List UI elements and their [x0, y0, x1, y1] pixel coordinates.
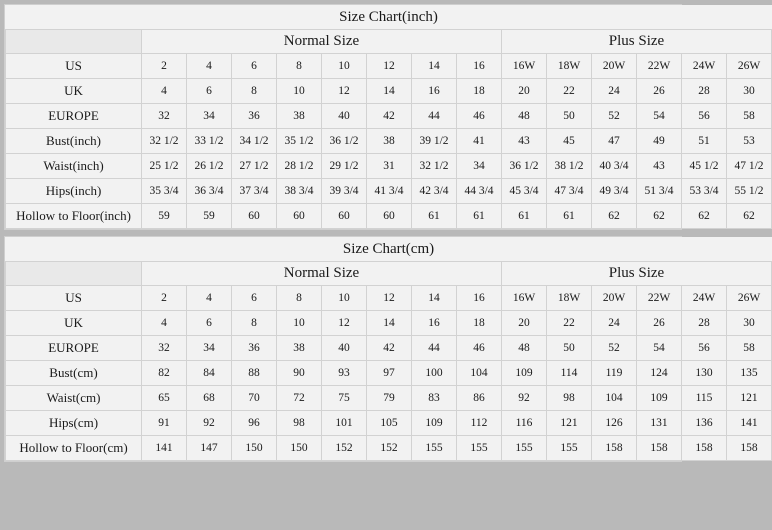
- cell: 62: [682, 204, 727, 229]
- cell: 56: [682, 336, 727, 361]
- cell: 47 1/2: [727, 154, 772, 179]
- cell: 10: [322, 54, 367, 79]
- cell: 59: [187, 204, 232, 229]
- cell: 83: [412, 386, 457, 411]
- cell: 49: [637, 129, 682, 154]
- row-label: US: [6, 54, 142, 79]
- cell: 22: [547, 79, 592, 104]
- cell: 24W: [682, 286, 727, 311]
- cell: 44: [412, 336, 457, 361]
- cell: 158: [727, 436, 772, 461]
- cell: 16W: [502, 286, 547, 311]
- cell: 22W: [637, 286, 682, 311]
- cell: 38 1/2: [547, 154, 592, 179]
- cell: 36 1/2: [322, 129, 367, 154]
- cell: 34: [187, 336, 232, 361]
- cell: 2: [142, 286, 187, 311]
- cell: 22W: [637, 54, 682, 79]
- cell: 96: [232, 411, 277, 436]
- table-row: [6, 386, 772, 411]
- cell: 104: [457, 361, 502, 386]
- cell: 24: [592, 79, 637, 104]
- cell: 62: [637, 204, 682, 229]
- cell: 130: [682, 361, 727, 386]
- table-row: [6, 154, 772, 179]
- cell: 109: [502, 361, 547, 386]
- cell: 16: [457, 54, 502, 79]
- cell: 8: [232, 79, 277, 104]
- cell: 45: [547, 129, 592, 154]
- cell: 115: [682, 386, 727, 411]
- cell: 12: [367, 54, 412, 79]
- cell: 25 1/2: [142, 154, 187, 179]
- row-label: EUROPE: [6, 104, 142, 129]
- cell: 4: [187, 286, 232, 311]
- cell: 18: [457, 311, 502, 336]
- cell: 32 1/2: [412, 154, 457, 179]
- cell: 36 3/4: [187, 179, 232, 204]
- size-chart-cm-table: [5, 237, 772, 461]
- cell: 68: [187, 386, 232, 411]
- cell: 27 1/2: [232, 154, 277, 179]
- cell: 26 1/2: [187, 154, 232, 179]
- cell: 109: [637, 386, 682, 411]
- cell: 47 3/4: [547, 179, 592, 204]
- cell: 43: [637, 154, 682, 179]
- cell: 46: [457, 336, 502, 361]
- cell: 16: [412, 79, 457, 104]
- cell: 121: [547, 411, 592, 436]
- cell: 72: [277, 386, 322, 411]
- cell: 38 3/4: [277, 179, 322, 204]
- page-title: Size Chart(cm): [6, 237, 772, 262]
- table-row: [6, 204, 772, 229]
- cell: 20: [502, 311, 547, 336]
- cell: 32: [142, 336, 187, 361]
- cell: 20W: [592, 286, 637, 311]
- cell: 62: [592, 204, 637, 229]
- cell: 100: [412, 361, 457, 386]
- cell: 4: [187, 54, 232, 79]
- cell: 92: [502, 386, 547, 411]
- row-label: Waist(cm): [6, 386, 142, 411]
- cell: 36: [232, 336, 277, 361]
- table-row: [6, 286, 772, 311]
- cell: 150: [232, 436, 277, 461]
- cell: 16W: [502, 54, 547, 79]
- table-row: [6, 129, 772, 154]
- cell: 8: [232, 311, 277, 336]
- cell: 26: [637, 79, 682, 104]
- cell: 36 1/2: [502, 154, 547, 179]
- table-row: [6, 411, 772, 436]
- cell: 119: [592, 361, 637, 386]
- cell: 84: [187, 361, 232, 386]
- cell: 79: [367, 386, 412, 411]
- cell: 2: [142, 54, 187, 79]
- cell: 32: [142, 104, 187, 129]
- cell: 6: [232, 54, 277, 79]
- cell: 62: [727, 204, 772, 229]
- cell: 30: [727, 311, 772, 336]
- cell: 52: [592, 336, 637, 361]
- cell: 50: [547, 104, 592, 129]
- cell: 20: [502, 79, 547, 104]
- cell: 61: [502, 204, 547, 229]
- group-normal-size: Normal Size: [142, 30, 502, 54]
- cell: 16: [412, 311, 457, 336]
- cell: 34: [187, 104, 232, 129]
- cell: 141: [727, 411, 772, 436]
- cell: 42: [367, 336, 412, 361]
- cell: 46: [457, 104, 502, 129]
- cell: 14: [412, 286, 457, 311]
- cell: 14: [367, 311, 412, 336]
- cell: 98: [277, 411, 322, 436]
- cell: 121: [727, 386, 772, 411]
- cell: 126: [592, 411, 637, 436]
- cell: 104: [592, 386, 637, 411]
- table-row: [6, 361, 772, 386]
- cell: 10: [322, 286, 367, 311]
- cell: 60: [367, 204, 412, 229]
- cell: 141: [142, 436, 187, 461]
- cell: 51 3/4: [637, 179, 682, 204]
- cell: 8: [277, 54, 322, 79]
- cell: 30: [727, 79, 772, 104]
- row-label: Hips(cm): [6, 411, 142, 436]
- cell: 40 3/4: [592, 154, 637, 179]
- table-row: [6, 436, 772, 461]
- cell: 152: [367, 436, 412, 461]
- row-label: Hips(inch): [6, 179, 142, 204]
- cell: 155: [457, 436, 502, 461]
- cell: 135: [727, 361, 772, 386]
- cell: 152: [322, 436, 367, 461]
- cell: 58: [727, 104, 772, 129]
- cell: 131: [637, 411, 682, 436]
- cell: 42 3/4: [412, 179, 457, 204]
- size-chart-cm: [4, 236, 761, 462]
- cell: 33 1/2: [187, 129, 232, 154]
- cell: 29 1/2: [322, 154, 367, 179]
- cell: 61: [547, 204, 592, 229]
- cell: 86: [457, 386, 502, 411]
- cell: 31: [367, 154, 412, 179]
- page-title: Size Chart(inch): [6, 5, 772, 30]
- row-label: Bust(cm): [6, 361, 142, 386]
- cell: 42: [367, 104, 412, 129]
- cell: 150: [277, 436, 322, 461]
- cell: 82: [142, 361, 187, 386]
- group-header-row: [6, 262, 772, 286]
- cell: 39 1/2: [412, 129, 457, 154]
- cell: 114: [547, 361, 592, 386]
- cell: 55 1/2: [727, 179, 772, 204]
- cell: 70: [232, 386, 277, 411]
- cell: 91: [142, 411, 187, 436]
- table-row: [6, 104, 772, 129]
- cell: 158: [637, 436, 682, 461]
- cell: 8: [277, 286, 322, 311]
- cell: 20W: [592, 54, 637, 79]
- size-chart-inch-table: [5, 5, 772, 229]
- row-label: Bust(inch): [6, 129, 142, 154]
- cell: 40: [322, 104, 367, 129]
- cell: 155: [502, 436, 547, 461]
- cell: 75: [322, 386, 367, 411]
- cell: 109: [412, 411, 457, 436]
- cell: 136: [682, 411, 727, 436]
- row-label: Hollow to Floor(cm): [6, 436, 142, 461]
- corner-cell: [6, 30, 142, 54]
- cell: 48: [502, 104, 547, 129]
- cell: 45 3/4: [502, 179, 547, 204]
- cell: 34: [457, 154, 502, 179]
- cell: 93: [322, 361, 367, 386]
- group-plus-size: Plus Size: [502, 262, 772, 286]
- cell: 61: [457, 204, 502, 229]
- cell: 41: [457, 129, 502, 154]
- group-plus-size: Plus Size: [502, 30, 772, 54]
- cell: 14: [412, 54, 457, 79]
- cell: 16: [457, 286, 502, 311]
- cell: 58: [727, 336, 772, 361]
- corner-cell: [6, 262, 142, 286]
- cell: 22: [547, 311, 592, 336]
- cell: 12: [322, 79, 367, 104]
- cell: 24W: [682, 54, 727, 79]
- cell: 34 1/2: [232, 129, 277, 154]
- cell: 53 3/4: [682, 179, 727, 204]
- cell: 41 3/4: [367, 179, 412, 204]
- group-header-row: [6, 30, 772, 54]
- cell: 28: [682, 311, 727, 336]
- cell: 48: [502, 336, 547, 361]
- cell: 92: [187, 411, 232, 436]
- cell: 98: [547, 386, 592, 411]
- cell: 97: [367, 361, 412, 386]
- cell: 36: [232, 104, 277, 129]
- row-label: Waist(inch): [6, 154, 142, 179]
- cell: 155: [412, 436, 457, 461]
- cell: 38: [277, 336, 322, 361]
- cell: 158: [592, 436, 637, 461]
- cell: 43: [502, 129, 547, 154]
- cell: 6: [187, 311, 232, 336]
- cell: 60: [277, 204, 322, 229]
- cell: 12: [367, 286, 412, 311]
- cell: 28 1/2: [277, 154, 322, 179]
- cell: 26W: [727, 286, 772, 311]
- cell: 40: [322, 336, 367, 361]
- cell: 105: [367, 411, 412, 436]
- cell: 4: [142, 79, 187, 104]
- cell: 49 3/4: [592, 179, 637, 204]
- cell: 155: [547, 436, 592, 461]
- cell: 35 3/4: [142, 179, 187, 204]
- row-label: Hollow to Floor(inch): [6, 204, 142, 229]
- cell: 101: [322, 411, 367, 436]
- cell: 35 1/2: [277, 129, 322, 154]
- cell: 90: [277, 361, 322, 386]
- cell: 124: [637, 361, 682, 386]
- row-label: UK: [6, 311, 142, 336]
- cell: 60: [232, 204, 277, 229]
- cell: 10: [277, 311, 322, 336]
- cell: 54: [637, 336, 682, 361]
- cell: 52: [592, 104, 637, 129]
- cell: 61: [412, 204, 457, 229]
- cell: 45 1/2: [682, 154, 727, 179]
- cell: 50: [547, 336, 592, 361]
- cell: 6: [232, 286, 277, 311]
- table-row: [6, 311, 772, 336]
- cell: 44 3/4: [457, 179, 502, 204]
- cell: 38: [277, 104, 322, 129]
- size-chart-inch: [4, 4, 764, 230]
- cell: 28: [682, 79, 727, 104]
- cell: 32 1/2: [142, 129, 187, 154]
- cell: 88: [232, 361, 277, 386]
- cell: 14: [367, 79, 412, 104]
- cell: 39 3/4: [322, 179, 367, 204]
- cell: 44: [412, 104, 457, 129]
- group-normal-size: Normal Size: [142, 262, 502, 286]
- table-row: [6, 336, 772, 361]
- table-row: [6, 54, 772, 79]
- row-label: EUROPE: [6, 336, 142, 361]
- cell: 147: [187, 436, 232, 461]
- cell: 53: [727, 129, 772, 154]
- cell: 51: [682, 129, 727, 154]
- cell: 10: [277, 79, 322, 104]
- cell: 12: [322, 311, 367, 336]
- row-label: US: [6, 286, 142, 311]
- cell: 116: [502, 411, 547, 436]
- cell: 26W: [727, 54, 772, 79]
- cell: 18W: [547, 286, 592, 311]
- cell: 6: [187, 79, 232, 104]
- cell: 18: [457, 79, 502, 104]
- chart-title-row: [6, 237, 772, 262]
- cell: 65: [142, 386, 187, 411]
- table-row: [6, 179, 772, 204]
- cell: 54: [637, 104, 682, 129]
- cell: 4: [142, 311, 187, 336]
- cell: 24: [592, 311, 637, 336]
- chart-title-row: [6, 5, 772, 30]
- cell: 26: [637, 311, 682, 336]
- cell: 47: [592, 129, 637, 154]
- table-row: [6, 79, 772, 104]
- cell: 158: [682, 436, 727, 461]
- row-label: UK: [6, 79, 142, 104]
- cell: 60: [322, 204, 367, 229]
- cell: 37 3/4: [232, 179, 277, 204]
- cell: 38: [367, 129, 412, 154]
- cell: 112: [457, 411, 502, 436]
- cell: 56: [682, 104, 727, 129]
- cell: 18W: [547, 54, 592, 79]
- cell: 59: [142, 204, 187, 229]
